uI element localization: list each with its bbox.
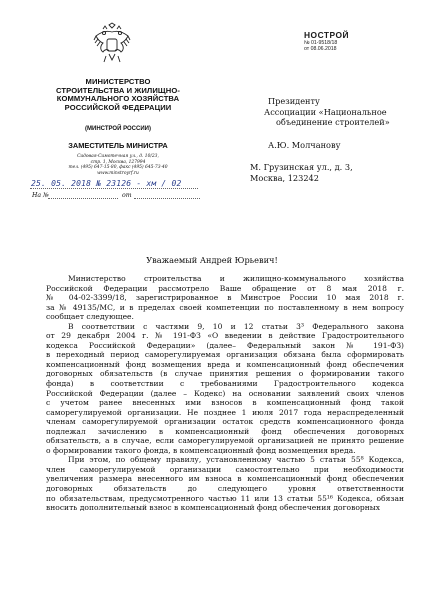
stamp-number: № 01-9518/18 <box>304 40 338 46</box>
body-line: фонда) в соответствии с требованиями Градостроительного кодекса <box>46 379 404 389</box>
body-line: Министерство строительства и жилищно-коммунального хозяйства <box>68 274 404 283</box>
address-line: тел. (495) 647-15-80, факс (495) 645-73-40 <box>68 165 168 171</box>
body-paragraph <box>46 322 404 456</box>
body-line: обязательств, а в случае, если саморегулируемой организацией не принято решение <box>46 436 404 446</box>
registration-stamp <box>304 30 372 53</box>
body-line: договорных обязательств (в случае принятия решения о формировании такого <box>46 369 404 379</box>
body-line: вносить дополнительный взнос в компенсационный фонд обеспечения договорных <box>46 503 380 513</box>
addressee-street: М. Грузинская ул., д. 3, <box>250 162 353 173</box>
body-line: № 04-02-3399/18, зарегистрированное в Минстрое России 10 мая 2018 г. <box>46 293 404 303</box>
addressee-name: А.Ю. Молчанову <box>268 139 341 150</box>
ministry-name <box>40 78 196 112</box>
dotted-line <box>134 198 200 199</box>
addressee-city: Москва, 123242 <box>250 172 319 183</box>
body-line: по обязательствам, предусмотренного частью 11 или 13 статьи 55¹⁶ Кодекса, обязан <box>46 493 404 503</box>
body-line: компенсационный фонд возмещения вреда и компенсационный фонд обеспечения <box>46 359 404 369</box>
stamp-date: от 08.06.2018 <box>304 46 337 53</box>
ministry-line: КОММУНАЛЬНОГО ХОЗЯЙСТВА <box>56 94 180 104</box>
body-paragraph <box>46 274 404 322</box>
address-line: www.minstroyrf.ru <box>97 170 139 176</box>
handwritten-outgoing-number: 25. 05. 2018 № 23126 - хм / 02 <box>31 179 182 188</box>
sender-position: ЗАМЕСТИТЕЛЬ МИНИСТРА <box>68 141 168 150</box>
address-line: Садовая-Самотечная ул., д. 10/23, <box>77 154 159 159</box>
addressee-title: Президенту <box>268 96 320 106</box>
address-line: стр. 1, Москва, 127994 <box>90 159 146 165</box>
ministry-line: МИНИСТЕРСТВО <box>85 77 151 86</box>
dotted-line <box>48 198 118 199</box>
body-line: с учетом ранее внесенных ими взносов в компенсационный фонд такой <box>46 398 404 408</box>
body-line: Российской Федерации рассмотрело Ваше обращение от 8 мая 2018 г. <box>46 283 404 293</box>
addressee-org: Ассоциации «Национальное <box>264 106 387 117</box>
body-line: сообщает следующее. <box>46 312 134 322</box>
body-line: за № 49135/МС, и в пределах своей компетенции по поставленному в нем вопросу <box>46 302 404 312</box>
ref-date-label: от <box>122 192 132 199</box>
body-line: кодекса Российской Федерации» (далее– Федеральный закон № 191-ФЗ) <box>46 340 404 350</box>
body-line: членам саморегулируемой организации остаток средств компенсационного фонда <box>46 417 404 427</box>
letter-body <box>46 274 404 513</box>
ministry-line: РОССИЙСКОЙ ФЕДЕРАЦИИ <box>64 102 172 112</box>
body-line: договорных обязательств до следующего уровня ответственности <box>46 484 404 494</box>
sender-address <box>50 154 186 176</box>
body-line: Российской Федерации (далее – Кодекс) на основании заявлений своих членов <box>46 388 404 398</box>
body-line: В соответствии с частями 9, 10 и 12 статьи 3³ Федерального закона <box>68 321 404 331</box>
body-line: член саморегулируемой организации самостоятельно при необходимости <box>46 464 404 474</box>
addressee-org: объединение строителей» <box>276 117 390 128</box>
body-line: При этом, по общему правилу, установленному частью 5 статьи 55⁸ Кодекса, <box>68 455 404 465</box>
body-line: о формировании такого фонда, в компенсационный фонд возмещения вреда. <box>46 445 356 455</box>
body-line: от 29 декабря 2004 г. № 191-ФЗ «О введении в действие Градостроительного <box>46 331 404 341</box>
body-line: увеличения размера внесенного им взноса в компенсационный фонд обеспечения <box>46 474 404 484</box>
body-line: в переходный период саморегулируемая организация обязана была сформировать <box>46 350 404 360</box>
stamp-org: НОСТРОЙ <box>304 30 350 40</box>
addressee-block <box>246 96 396 184</box>
dotted-line <box>30 188 198 189</box>
ministry-short-name: (МИНСТРОЙ РОССИИ) <box>85 126 151 132</box>
coat-of-arms-icon <box>92 22 132 66</box>
body-line: саморегулируемой организации. Не позднее 1 июля 2017 года нераспределенный <box>46 407 404 417</box>
salutation: Уважаемый Андрей Юрьевич! <box>146 255 278 265</box>
body-line: подлежал зачислению в компенсационный фонд обеспечения договорных <box>46 426 404 436</box>
ref-number-label: На № <box>32 192 49 199</box>
ministry-line: СТРОИТЕЛЬСТВА И ЖИЛИЩНО- <box>56 85 180 95</box>
body-paragraph <box>46 455 404 512</box>
reference-line <box>30 191 202 201</box>
